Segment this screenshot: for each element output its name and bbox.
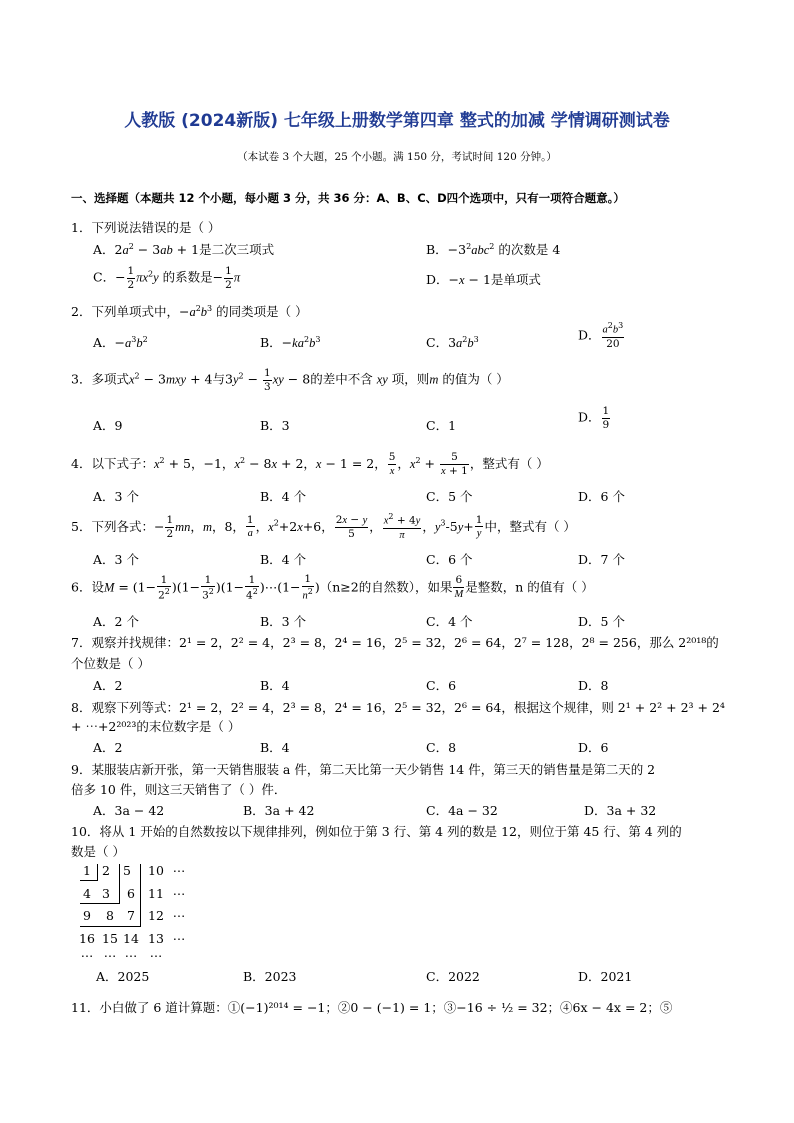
grid-cell: 6 <box>127 886 135 901</box>
question-3-option-d: D． $\frac{1}{9}$ <box>578 405 610 431</box>
grid-cell: 5 <box>123 863 131 878</box>
question-9-stem-line1: 9．某服装店新开张，第一天销售服装 a 件，第二天比第一天少销售 14 件，第三天的销售量是第二天的 2 <box>71 762 656 777</box>
page-title: 人教版 (2024新版) 七年级上册数学第四章 整式的加减 学情调研测试卷 <box>124 111 670 131</box>
grid-cell: 7 <box>127 908 135 923</box>
question-10-option-b: B．2023 <box>243 969 297 984</box>
grid-cell: 9 <box>83 908 91 923</box>
question-9-stem-line2: 倍多 10 件，则这三天销售了（ ）件． <box>71 782 287 797</box>
question-5-option-d: D．7 个 <box>578 552 625 567</box>
question-8-option-a: A．2 <box>93 740 123 755</box>
question-5-stem: 5．下列各式：− $\frac{1}{2}$ mn，m，8， $\frac{1}{a}$ ，$x^2+2x+6$， $\frac{2x - y}{5}$ ， $\frac{x^2 + 4y}{\pi}$ ，$y^3-5y+$ $\frac{1}{y}$ 中，整式有（ ） <box>71 512 576 541</box>
question-4-option-c: C．5 个 <box>426 489 473 504</box>
question-6-option-b: B．3 个 <box>260 614 307 629</box>
question-8-stem-line2: + ⋯+2²⁰²³的末位数字是（ ） <box>71 719 241 734</box>
question-6-option-c: C．4 个 <box>426 614 473 629</box>
question-4-option-d: D．6 个 <box>578 489 625 504</box>
question-7-option-d: D．8 <box>578 678 609 693</box>
question-6-option-d: D．5 个 <box>578 614 625 629</box>
question-3-option-a: A．9 <box>93 418 123 433</box>
grid-cell: 2 <box>102 863 110 878</box>
grid-cell: ⋯ <box>103 948 117 963</box>
question-7-stem-line1: 7．观察并找规律：2¹ = 2，2² = 4，2³ = 8，2⁴ = 16，2⁵ = 32，2⁶ = 64，2⁷ = 128，2⁸ = 256，那么 2²⁰¹⁸的 <box>71 635 719 650</box>
question-2-option-d: D． $\frac{a^2b^3}{20}$ <box>578 321 624 350</box>
question-7-option-a: A．2 <box>93 678 123 693</box>
question-4-stem: 4．以下式子：$x^2 + 5$，−1，$x^2 - 8x + 2$，x − 1 = 2， $\frac{5}{x}$ ，$x^2$ + $\frac{5}{x + 1}$ ，整式有（ ） <box>71 451 549 477</box>
question-8-option-b: B．4 <box>260 740 290 755</box>
question-10-stem-line2: 数是（ ） <box>71 844 125 859</box>
question-2-stem: 2．下列单项式中，$-a^2b^3$ 的同类项是（ ） <box>71 303 308 319</box>
grid-cell: ⋯ <box>172 908 186 923</box>
grid-cell: 11 <box>148 886 164 901</box>
grid-cell: 16 <box>79 931 95 946</box>
grid-cell: ⋯ <box>80 948 94 963</box>
question-7-option-b: B．4 <box>260 678 290 693</box>
question-3-option-b: B．3 <box>260 418 290 433</box>
section-heading: 一、选择题（本题共 12 个小题，每小题 3 分，共 36 分：A、B、C、D四个选项中，只有一项符合题意。） <box>71 191 625 205</box>
question-1-option-d: D．−x − 1是单项式 <box>426 272 541 287</box>
grid-cell: 15 <box>102 931 118 946</box>
question-1-stem: 1．下列说法错误的是（ ） <box>71 220 221 235</box>
question-7-stem-line2: 个位数是（ ） <box>71 656 150 671</box>
question-6-option-a: A．2 个 <box>93 614 139 629</box>
question-3-stem: 3．多项式$x^2 - 3mxy + 4$与$3y^2$ − $\frac{1}{3}$ xy − 8的差中不含 xy 项，则m 的值为（ ） <box>71 367 509 393</box>
question-2-option-b: B．$-ka^2b^3$ <box>260 334 321 350</box>
question-10-option-a: A．2025 <box>96 969 150 984</box>
question-4-option-a: A．3 个 <box>93 489 139 504</box>
grid-cell: 12 <box>148 908 164 923</box>
question-6-stem: 6．设M = (1− $\frac{1}{2^2}$ )(1− $\frac{1}{3^2}$ )(1− $\frac{1}{4^2}$ )⋯(1− $\frac{1}{n^2}$ )（n≥2的自然数），如果 $\frac{6}{M}$ 是整数，n 的值有（ ） <box>71 573 594 602</box>
grid-cell: 4 <box>83 886 91 901</box>
question-9-option-c: C．4a − 32 <box>426 803 498 818</box>
question-11-stem: 11．小白做了 6 道计算题：①(−1)²⁰¹⁴ = −1；②0 − (−1) = 1；③−16 ÷ ½ = 32；④6x − 4x = 2；⑤ <box>71 1000 673 1015</box>
question-10-option-c: C．2022 <box>426 969 480 984</box>
exam-instructions: （本试卷 3 个大题，25 个小题。满 150 分，考试时间 120 分钟。） <box>237 151 557 163</box>
question-9-option-a: A．3a − 42 <box>93 803 165 818</box>
question-8-stem-line1: 8．观察下列等式：2¹ = 2，2² = 4，2³ = 8，2⁴ = 16，2⁵ = 32，2⁶ = 64，根据这个规律，则 2¹ + 2² + 2³ + 2⁴ <box>71 700 725 715</box>
question-9-option-d: D．3a + 32 <box>584 803 657 818</box>
question-5-option-b: B．4 个 <box>260 552 307 567</box>
grid-cell: 10 <box>148 863 164 878</box>
question-3-option-c: C．1 <box>426 418 457 433</box>
question-2-option-c: C．$3a^2b^3$ <box>426 334 479 350</box>
question-1-option-a: A．$2a^2 - 3ab + 1$是二次三项式 <box>93 241 275 257</box>
question-1-option-c: C．− $\frac{1}{2}$ $\pi x^2y$ 的系数是− $\frac{1}{2}$ π <box>93 265 241 291</box>
grid-cell: 14 <box>123 931 139 946</box>
grid-cell: ⋯ <box>149 948 163 963</box>
grid-cell: 8 <box>106 908 114 923</box>
question-10-option-d: D．2021 <box>578 969 633 984</box>
question-2-option-a: A．$-a^3b^2$ <box>93 334 148 350</box>
question-5-option-a: A．3 个 <box>93 552 139 567</box>
question-8-option-d: D．6 <box>578 740 609 755</box>
grid-cell: ⋯ <box>124 948 138 963</box>
question-1-option-b: B．$-3^2abc^2$ 的次数是 4 <box>426 241 561 257</box>
question-9-option-b: B．3a + 42 <box>243 803 315 818</box>
grid-cell: 13 <box>148 931 164 946</box>
question-10-stem-line1: 10．将从 1 开始的自然数按以下规律排列，例如位于第 3 行、第 4 列的数是 12，则位于第 45 行、第 4 列的 <box>71 824 682 839</box>
question-4-option-b: B．4 个 <box>260 489 307 504</box>
grid-cell: 3 <box>102 886 110 901</box>
question-8-option-c: C．8 <box>426 740 457 755</box>
question-5-option-c: C．6 个 <box>426 552 473 567</box>
grid-cell: 1 <box>83 863 91 878</box>
grid-cell: ⋯ <box>172 886 186 901</box>
question-7-option-c: C．6 <box>426 678 457 693</box>
grid-cell: ⋯ <box>172 931 186 946</box>
grid-cell: ⋯ <box>172 863 186 878</box>
